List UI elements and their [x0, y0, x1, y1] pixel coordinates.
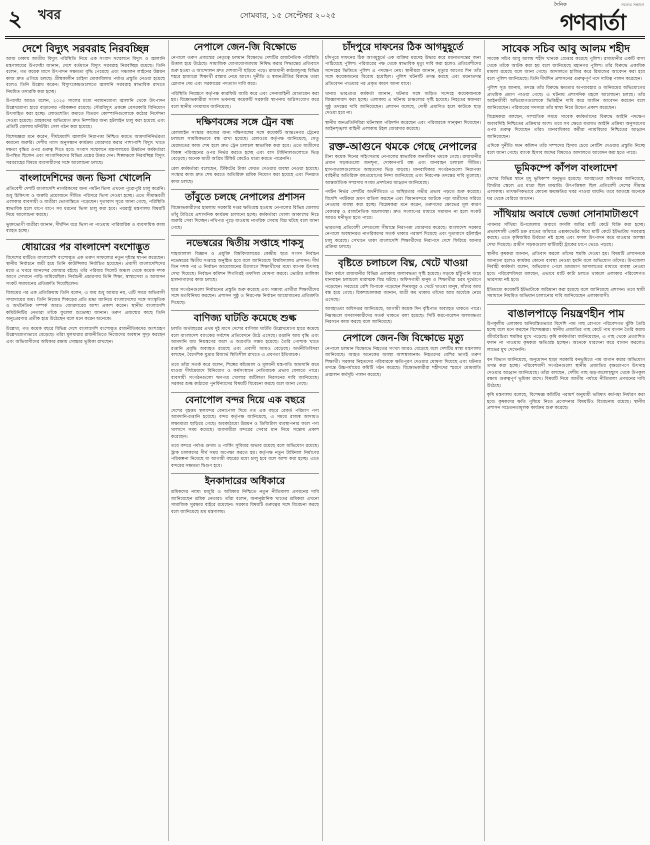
article — [487, 164, 645, 203]
article — [6, 174, 165, 236]
article-divider — [171, 392, 319, 393]
article-divider — [325, 137, 481, 138]
column-divider — [484, 40, 485, 841]
article-divider — [487, 304, 645, 305]
article-paragraph: ভুক্তভোগী যাত্রীরা জানান, দীর্ঘদিন ধরে ভিসা না পাওয়ায় পারিবারিক ও ব্যবসায়িক কাজ ব্যাহত হচ্ছে। — [6, 222, 165, 235]
column-2 — [171, 40, 319, 841]
article-headline: ধোয়ারের পর বাংলাদেশ বংশোদ্ভূত — [21, 241, 150, 253]
page-header — [0, 0, 650, 40]
article — [6, 43, 165, 167]
header-rule-thin — [5, 38, 645, 39]
article-paragraph: সাবেক সচিব আবু আলম শহীদ খানকে গ্রেপ্তার করেছে পুলিশ। রাজধানীর একটি বাসা থেকে তাঁকে আটক করা হয় বলে জানিয়েছে মহানগর পুলিশ। তাঁর বিরুদ্ধে একাধিক মামলা রয়েছে বলে জানা গেছে। আদালতে হাজির করে রিমান্ডের আবেদন করা হবে বলে পুলিশ জানিয়েছে। তিনি দীর্ঘদিন প্রশাসনের গুরুত্বপূর্ণ পদে দায়িত্ব পালন করেছেন। — [487, 57, 645, 82]
article-paragraph: এদিকে দুর্নীতি দমন কমিশন তাঁর সম্পদের হিসাব চেয়ে নোটিশ দেওয়ার প্রস্তুতি নিচ্ছে বলে জানা গেছে। ব্যাংক হিসাব জব্দের বিষয়েও আদালতে আবেদন করা হতে পারে। — [487, 144, 645, 156]
article-paragraph: রেল কর্মকর্তারা বলেছেন, টিকিটের টাকা ফেরত দেওয়ার ব্যবস্থা নেওয়া হয়েছে। সংস্কার কাজ দ্রুত শেষ করতে অতিরিক্ত শ্রমিক নিয়োগ করা হয়েছে এবং দিনরাত কাজ চলছে। — [171, 166, 319, 185]
column-1 — [6, 40, 165, 841]
article-paragraph: বিশ্লেষকরা বলছেন, সাম্প্রতিক সময়ে সাবেক কর্মকর্তাদের বিরুদ্ধে আইনি পদক্ষেপ জবাবদিহি নিশ্চিতের প্রক্রিয়ার অংশ। তবে সব ক্ষেত্রে যথাযথ আইনি প্রক্রিয়া অনুসরণের ওপর গুরুত্ব দিয়েছেন তাঁরা। মানবাধিকার কর্মীরা ন্যায়বিচার নিশ্চিতের আহ্বান জানিয়েছেন। — [487, 115, 645, 140]
article-paragraph: তবে বন্দরে পর্যাপ্ত গুদাম ও পার্কিং সুবিধার অভাব রয়েছে বলে অভিযোগ রয়েছে। ট্রাক চালকদের দীর্ঘ সময় অপেক্ষা করতে হয়। কর্তৃপক্ষ নতুন টার্মিনাল নির্মাণের পরিকল্পনা নিয়েছে যা আগামী বছরের মধ্যে চালু হবে বলে আশা করা হচ্ছে। এতে বন্দরের সক্ষমতা দ্বিগুণ হবে। — [171, 444, 319, 469]
article-paragraph: রেললাইন সংস্কার কাজের জন্য দক্ষিণবঙ্গের সঙ্গে কয়েকটি আন্তঃনগর ট্রেনের চলাচল সাময়িকভাবে বন্ধ রাখা হয়েছে। রেলওয়ে কর্তৃপক্ষ জানিয়েছে, সেতু মেরামতের কাজ শেষ হলে দ্রুত ট্রেন চলাচল স্বাভাবিক করা হবে। এতে যাত্রীদের বিকল্প পরিবহনের ওপর নির্ভর করতে হচ্ছে এবং বাস টার্মিনালগুলোতে ভিড় বেড়েছে। অনেক যাত্রী অগ্রিম টিকিট কেটেও যাত্রা করতে পারেননি। — [171, 130, 319, 163]
article-paragraph: থানার ভারপ্রাপ্ত কর্মকর্তা জানান, ঘটনার সঙ্গে জড়িত সন্দেহে কয়েকজনকে জিজ্ঞাসাবাদ করা হচ্ছে। এলাকায় এ ঘটনায় চাঞ্চল্যের সৃষ্টি হয়েছে। নিহতের স্বজনরা সুষ্ঠু তদন্তের দাবি জানিয়েছেন। প্রশাসন বলেছে, দোষী প্রমাণিত হলে কাউকে ছাড় দেওয়া হবে না। — [325, 91, 481, 117]
column-divider — [168, 40, 169, 841]
article-divider — [325, 330, 481, 331]
article-divider — [171, 189, 319, 190]
article-paragraph: ইতিমধ্যে কয়েকটি ইটভাটাকে জরিমানা করা হয়েছে বলে জানিয়েছে প্রশাসন। তবে স্থায়ী সমাধানে নিয়মিত অভিযান চালানোর দাবি জানিয়েছেন এলাকাবাসী। — [487, 287, 645, 300]
article-paragraph: পরিস্থিতি নিয়ন্ত্রণে কর্তৃপক্ষ কারফিউ জারি করে এবং সেনাবাহিনী মোতায়েন করা হয়। বিক্ষোভকারীরা সংসদ ভবনসহ কয়েকটি সরকারি স্থাপনায় অগ্নিসংযোগ করে বলে স্থানীয় গণমাধ্যম জানিয়েছে। — [171, 91, 319, 110]
article-paragraph: বন বিভাগ জানিয়েছে, অনুমোদন ছাড়া সরকারি বনভূমিতে পাম বাগান করার অভিযোগ তদন্ত করা হচ্ছে। পরিবেশবাদী সংগঠনগুলো স্থানীয় প্রজাতির বৃক্ষরোপণে উৎসাহ দেওয়ার আহ্বান জানিয়েছে। তাঁরা বলছেন, দেশীয় গাছ ঝড়-জলোচ্ছ্বাস থেকে উপকূল রক্ষায় গুরুত্বপূর্ণ ভূমিকা রাখে। বিষয়টি নিয়ে জাতীয় পর্যায়ে নীতিমালা প্রণয়নের দাবি উঠেছে। — [487, 357, 645, 389]
article-divider — [487, 160, 645, 161]
article-divider — [171, 473, 319, 474]
article-headline: দেশে বিদ্যুৎ সরবরাহ নিরবচ্ছিন্ন — [22, 43, 149, 55]
article-paragraph: ছাত্র সংগঠনগুলো নির্বাচনের প্রস্তুতি শুরু করেছে এবং সম্ভাব্য প্রার্থীরা শিক্ষার্থীদের সঙ্গে মতবিনিময় করছেন। প্রশাসন সুষ্ঠু ও নিরপেক্ষ নির্বাচন আয়োজনের প্রতিশ্রুতি দিয়েছে। — [171, 287, 319, 306]
article-paragraph: চাঁদপুরে দাফনের ঠিক আগমুহূর্তে এক ব্যক্তির মরদেহ উদ্ধার করে ময়নাতদন্তের জন্য পাঠিয়েছে পুলিশ। পরিবারের পক্ষ থেকে স্বাভাবিক মৃত্যু দাবি করা হলেও প্রতিবেশীদের সন্দেহের ভিত্তিতে পুলিশ এ পদক্ষেপ নেয়। স্থানীয়রা জানান, মৃত্যুর আগের দিন তাঁর সঙ্গে কয়েকজনের বিরোধ হয়েছিল। পুলিশ ঘটনাটি তদন্ত করছে এবং ময়নাতদন্ত প্রতিবেদন পাওয়ার পর প্রকৃত কারণ জানা যাবে। — [325, 55, 481, 87]
article-headline: সাঁথিয়ায় অবাধে ভেজা সোনামাটাগুণে — [493, 209, 639, 221]
article-headline: সাবেক সচিব আবু আলম শহীদ — [502, 43, 630, 55]
article-headline: নভেম্বরের দ্বিতীয় সপ্তাহে শাকসু — [186, 238, 304, 250]
article-paragraph: দেশের বিভিন্ন স্থানে মৃদু ভূমিকম্প অনুভূত হয়েছে। আবহাওয়া অধিদপ্তর জানিয়েছে, রিখটার স্কেলে এর মাত্রা ছিল মাঝারি। উৎপত্তিস্থল ছিল প্রতিবেশী দেশের সীমান্ত এলাকায়। তাৎক্ষণিকভাবে কোনো ক্ষয়ক্ষতির খবর পাওয়া যায়নি। তবে আতঙ্কে অনেকে ঘর থেকে বেরিয়ে আসেন। — [487, 177, 645, 202]
article-paragraph: টানা বর্ষণে রাজধানীর বিভিন্ন এলাকায় জলাবদ্ধতা সৃষ্টি হয়েছে। সড়কে হাঁটুপানি জমে যানবাহন চলাচলে মারাত্মক বিঘ্ন ঘটছে। অফিসগামী মানুষ ও শিক্ষার্থীরা চরম দুর্ভোগে পড়েছেন। সবচেয়ে বেশি বিপাকে পড়েছেন দিনমজুর ও খেটে খাওয়া মানুষ, যাঁদের আয় বন্ধ হয়ে গেছে। রিকশাচালকরা জানান, যাত্রী কম থাকায় তাঁদের আয় অর্ধেকে নেমে এসেছে। — [325, 271, 481, 303]
article-paragraph: প্রতিবেশী দেশটি বাংলাদেশি নাগরিকদের জন্য পর্যটন ভিসা এখনো পুরোপুরি চালু করেনি। শুধু চিকিৎসা ও জরুরি প্রয়োজনে সীমিত পরিসরে ভিসা দেওয়া হচ্ছে। এতে সীমান্তবর্তী এলাকার ব্যবসায়ী ও যাত্রীরা ভোগান্তিতে পড়েছেন। দূতাবাস সূত্রে জানা গেছে, পরিস্থিতি স্বাভাবিক হলে ধাপে ধাপে সব ধরনের ভিসা চালু করা হবে। পররাষ্ট্র মন্ত্রণালয় বিষয়টি নিয়ে আলোচনা করছে। — [6, 187, 165, 219]
article-paragraph: ভারতসহ প্রতিবেশী দেশগুলো সীমান্তে নিরাপত্তা জোরদার করেছে। বাংলাদেশ সরকার নেপালে অবস্থানরত নাগরিকদের সতর্ক থাকার পরামর্শ দিয়েছে এবং দূতাবাসে হটলাইন চালু করেছে। সেখানে থাকা বাংলাদেশি শিক্ষার্থীদের নিরাপদে দেশে ফিরিয়ে আনার প্রক্রিয়া চলছে। — [325, 225, 481, 251]
article — [325, 259, 481, 327]
article-paragraph: তবে তাঁরা সতর্ক করে বলেন, শিল্পের কাঁচামাল ও মূলধনী যন্ত্রপাতি আমদানি কমে যাওয়া দীর্ঘমেয়াদে বিনিয়োগ ও কর্মসংস্থানে নেতিবাচক প্রভাব ফেলতে পারে। ব্যবসায়ী সংগঠনগুলো ঋণপত্র খোলার জটিলতা নিরসনের দাবি জানিয়েছে। সরকার শুল্ক কাঠামো পুনর্বিন্যাসের বিষয়টি বিবেচনা করছে বলে জানা গেছে। — [171, 362, 319, 388]
article-paragraph: নেপালে চলমান বিক্ষোভে নিহতের সংখ্যা আরও বেড়েছে বলে দেশটির স্বাস্থ্য মন্ত্রণালয় জানিয়েছে। আহত অনেকের অবস্থা আশঙ্কাজনক। নিহতদের বেশির ভাগই তরুণ শিক্ষার্থী। সরকার নিহতদের পরিবারকে ক্ষতিপূরণ দেওয়ার ঘোষণা দিয়েছে এবং ঘটনার তদন্তে উচ্চপর্যায়ের কমিটি গঠন করেছে। বিক্ষোভকারীরা শহীদদের স্মরণে মোমবাতি প্রজ্বালন কর্মসূচি পালন করেছে। — [325, 346, 481, 378]
article-paragraph: স্থানীয় জনপ্রতিনিধিরা ঘটনাস্থল পরিদর্শন করেছেন এবং পরিবারকে সান্ত্বনা দিয়েছেন। আইনশৃঙ্খলা বাহিনী এলাকায় টহল জোরদার করেছে। — [325, 120, 481, 133]
article-paragraph: পাবনার সাঁথিয়া উপজেলায় অবাধে ফসলি জমির মাটি কেটে বিক্রি করা হচ্ছে। প্রভাবশালী একটি চক্র রাতের আঁধারে এক্সকাভেটর দিয়ে মাটি কেটে ইটভাটায় সরবরাহ করছে। এতে কৃষিজমির উর্বরতা নষ্ট হচ্ছে এবং ফসল উৎপাদন কমে যাওয়ার আশঙ্কা দেখা দিয়েছে। গ্রামীণ সড়কগুলো মাটিবাহী ট্রাকের চাপে ভেঙে পড়ছে। — [487, 223, 645, 248]
article-headline: বেনাপোল বন্দর দিয়ে এক বছরে — [184, 394, 306, 406]
article — [171, 239, 319, 307]
article-divider — [171, 114, 319, 115]
article-divider — [325, 255, 481, 256]
article-paragraph: আবহাওয়া অধিদপ্তর জানিয়েছে, আগামী কয়েক দিন বৃষ্টিপাত অব্যাহত থাকতে পারে। নিম্নাঞ্চলে বসবাসকারীদের সতর্ক থাকতে বলা হয়েছে। সিটি করপোরেশন জলাবদ্ধতা নিরসনে কাজ করছে বলে জানিয়েছে। — [325, 307, 481, 326]
article-divider — [487, 206, 645, 207]
article-paragraph: চলতি অর্থবছরের প্রথম দুই মাসে দেশের বাণিজ্য ঘাটতি উল্লেখযোগ্য হারে কমেছে বলে বাংলাদেশ ব্যাংকের সর্বশেষ প্রতিবেদনে উঠে এসেছে। রপ্তানি আয় বৃদ্ধি এবং আমদানি ব্যয় নিয়ন্ত্রণের ফলে এ অগ্রগতি সম্ভব হয়েছে। তৈরি পোশাক খাতে রপ্তানি প্রবৃদ্ধি অব্যাহত রয়েছে এবং প্রবাসী আয়ও বেড়েছে। অর্থনীতিবিদরা বলছেন, বৈদেশিক মুদ্রার রিজার্ভ স্থিতিশীল রাখতে এ প্রবণতা ইতিবাচক। — [171, 327, 319, 359]
article-paragraph: উপদেষ্টা আরও বলেন, ২০২৫ সালের মধ্যে নবায়নযোগ্য জ্বালানি থেকে উৎপাদন উল্লেখযোগ্য হারে বাড়ানোর পরিকল্পনা রয়েছে। সৌরবিদ্যুৎ প্রকল্পে বেসরকারি বিনিয়োগ উৎসাহিত করা হচ্ছে। লোডশেডিং কমাতে বিতরণ কোম্পানিগুলোকে কঠোর নির্দেশনা দেওয়া হয়েছে। গ্রাহকদের অভিযোগ দ্রুত নিষ্পত্তির জন্য হটলাইন চালু করা হয়েছে এবং প্রতিটি জেলায় মনিটরিং সেল গঠন করা হয়েছে। — [6, 99, 165, 131]
article — [487, 43, 645, 157]
masthead-tagline: সত্যের সন্ধানে — [621, 2, 644, 7]
article — [171, 477, 319, 516]
article-divider — [171, 310, 319, 311]
article-paragraph: শ্রমিকদের ন্যায্য মজুরি ও অধিকার নিশ্চিতে নতুন নীতিমালা প্রণয়নের দাবি জানিয়েছেন শ্রমিক নেতারা। তাঁরা বলেন, অনানুষ্ঠানিক খাতের শ্রমিকরা এখনো সামাজিক সুরক্ষার বাইরে রয়েছেন। সরকার বিষয়টি গুরুত্বের সঙ্গে বিবেচনা করছে বলে জানিয়েছে শ্রম মন্ত্রণালয়। — [171, 490, 319, 515]
article-paragraph: বিক্ষোভকারীদের হামলায় সরকারি দপ্তর ক্ষতিগ্রস্ত হওয়ায় নেপালের বিভিন্ন জেলায় তাঁবু টাঙিয়ে প্রশাসনিক কার্যক্রম চালানো হচ্ছে। কর্মকর্তারা খোলা আকাশের নিচে জরুরি সেবা দিচ্ছেন। নথিপত্র পুড়ে যাওয়ায় নাগরিক সেবায় বিঘ্ন ঘটছে বলে জানা গেছে। — [171, 206, 319, 231]
article — [487, 308, 645, 413]
page-number: ২ — [8, 6, 23, 32]
article — [325, 43, 481, 134]
article-headline: নেপালে জেন-জি বিক্ষোভে — [193, 42, 297, 53]
article-headline: তাঁবুতে চলছে নেপালের প্রশাসন — [184, 192, 306, 204]
article-paragraph: নেপালে তরুণ প্রজন্মের নেতৃত্বে চলমান বিক্ষোভে দেশটির রাজনৈতিক পরিস্থিতি উত্তাল হয়ে উঠেছে। সামাজিক যোগাযোগমাধ্যম নিষিদ্ধ করার সিদ্ধান্তের প্রতিবাদে শুরু হওয়া এ আন্দোলন দ্রুত দেশব্যাপী ছড়িয়ে পড়ে। রাজধানী কাঠমান্ডুসহ বিভিন্ন শহরে হাজারো শিক্ষার্থী রাস্তায় নেমে আসে। দুর্নীতি ও স্বজনপ্রীতির বিরুদ্ধে তারা স্লোগান দেয় এবং সরকারের পদত্যাগ দাবি করে। — [171, 55, 319, 87]
article-headline: চাঁদপুরে দাফনের ঠিক আগমুহূর্তে — [342, 42, 464, 53]
article-paragraph: উল্লেখ্য, গত কয়েক বছরে বিভিন্ন দেশে বাংলাদেশি বংশোদ্ভূত রাজনীতিকদের অংশগ্রহণ উল্লেখযোগ্যভাবে বেড়েছে। তাঁরা মূলধারার রাজনীতিতে নিজেদের অবস্থান সুদৃঢ় করছেন এবং অভিবাসীদের অধিকার রক্ষায় সোচ্চার ভূমিকা রাখছেন। — [6, 326, 165, 345]
column-divider — [322, 40, 323, 841]
section-name: খবর — [38, 8, 61, 23]
column-4 — [487, 40, 645, 841]
article-paragraph: দেশের বৃহত্তম স্থলবন্দর বেনাপোল দিয়ে গত এক বছরে রেকর্ড পরিমাণ পণ্য আমদানি-রপ্তানি হয়েছে। বন্দর কর্তৃপক্ষ জানিয়েছে, এ সময়ে রাজস্ব আদায়ও লক্ষ্যমাত্রা ছাড়িয়ে গেছে। অবকাঠামো উন্নয়ন ও ডিজিটাল ব্যবস্থাপনার ফলে পণ্য খালাসে সময় কমেছে। ব্যবসায়ীরা বন্দরের সেবার মান নিয়ে সন্তোষ প্রকাশ করেছেন। — [171, 408, 319, 440]
article-divider — [171, 235, 319, 236]
article-paragraph: বিদেশের মাটিতে বাংলাদেশি বংশোদ্ভূত এক তরুণ সাফল্যের নতুন দৃষ্টান্ত স্থাপন করেছেন। স্থানীয় নির্বাচনে জয়ী হয়ে তিনি কাউন্সিলর নির্বাচিত হয়েছেন। প্রবাসী বাংলাদেশিদের মধ্যে এ খবরে আনন্দের জোয়ার বইছে। তাঁর পরিবার সিলেট অঞ্চল থেকে কয়েক দশক আগে সেখানে পাড়ি জমিয়েছিল। নির্বাচনী প্রচারণায় তিনি শিক্ষা, স্বাস্থ্যসেবা ও আবাসন সংকট সমাধানের প্রতিশ্রুতি দিয়েছিলেন। — [6, 255, 165, 287]
article — [325, 334, 481, 380]
article — [171, 396, 319, 471]
article-paragraph: কৃষি মন্ত্রণালয় বলেছে, বিশেষজ্ঞ কমিটির পরামর্শ অনুযায়ী ভবিষ্যৎ কর্মপন্থা নির্ধারণ করা হবে। কৃষকদের ক্ষতি পুষিয়ে নিতে প্রণোদনার বিষয়টিও বিবেচনায় রয়েছে। স্থানীয় প্রশাসন সচেতনতামূলক কার্যক্রম শুরু করেছে। — [487, 393, 645, 412]
article-paragraph: আজ ঢাকায় জাতীয় বিদ্যুৎ পরিস্থিতি নিয়ে এক সংবাদ সম্মেলনে বিদ্যুৎ ও জ্বালানি মন্ত্রণালয়ের উপদেষ্টা জানান, দেশে বর্তমানে বিদ্যুৎ সরবরাহ নিরবচ্ছিন্ন রয়েছে। তিনি বলেন, গত কয়েক মাসে উৎপাদন সক্ষমতা বৃদ্ধি পেয়েছে এবং সঞ্চালন লাইনের উন্নয়ন কাজ দ্রুত এগিয়ে চলছে। গ্রীষ্মকালীন চাহিদা মোকাবিলায় পর্যাপ্ত প্রস্তুতি নেওয়া হয়েছে বলেও তিনি উল্লেখ করেন। বিদ্যুৎকেন্দ্রগুলোতে জ্বালানি সরবরাহ স্বাভাবিক রাখতে নিয়মিত তদারকি করা হচ্ছে। — [6, 57, 165, 95]
article — [487, 210, 645, 301]
article-paragraph: টানা কয়েক দিনের সহিংসতায় নেপালের স্বাভাবিক জনজীবন থমকে গেছে। রাজধানীর প্রধান সড়কগুলো জনশূন্য, দোকানপাট বন্ধ এবং যানবাহন চলাচল সীমিত। হাসপাতালগুলোতে আহতদের ভিড় বাড়ছে। মানবাধিকার সংগঠনগুলো নিরাপত্তা বাহিনীর অতিরিক্ত বলপ্রয়োগের নিন্দা জানিয়েছে এবং নিরপেক্ষ তদন্তের দাবি তুলেছে। আন্তর্জাতিক সম্প্রদায় সংযম প্রদর্শনের আহ্বান জানিয়েছে। — [325, 154, 481, 186]
article-headline: ইনকাদারের অধিকারে — [204, 476, 286, 488]
article-divider — [6, 239, 165, 240]
article — [325, 141, 481, 252]
article-headline: দক্ষিণবঙ্গের সঙ্গে ট্রেন বন্ধ — [196, 117, 294, 129]
article-headline: বাংলাদেশিদের জন্য ভিসা খোলেনি — [20, 173, 151, 185]
article-paragraph: উপকূলীয় এলাকায় অনিয়ন্ত্রিতভাবে বিদেশি পাম গাছ রোপণে পরিবেশগত ঝুঁকি তৈরি হচ্ছে বলে মনে করছেন বিশেষজ্ঞরা। স্থানীয় প্রজাতির গাছ কেটে পাম বাগান তৈরি করায় জীববৈচিত্র্য হুমকির মুখে পড়েছে। কৃষি কর্মকর্তারা জানিয়েছেন, এ গাছ থেকে প্রত্যাশিত ফলন না পাওয়ায় কৃষকরা ক্ষতিগ্রস্ত হচ্ছেন। অনেকে ধারদেনা করে বাগান করলেও লাভের মুখ দেখেননি। — [487, 321, 645, 353]
article-headline: বাঙালপাড়ে নিয়ন্ত্রণহীন পাম — [507, 307, 625, 320]
article — [6, 243, 165, 347]
article-paragraph: স্থানীয় কৃষকরা জানান, প্রতিবাদ করলে তাঁদের হুমকি দেওয়া হয়। বিষয়টি প্রশাসনকে জানানো হলেও কার্যকর কোনো ব্যবস্থা নেওয়া হয়নি বলে অভিযোগ তাঁদের। উপজেলা নির্বাহী কর্মকর্তা বলেন, অভিযোগ পেলে ভ্রাম্যমাণ আদালতের মাধ্যমে ব্যবস্থা নেওয়া হবে। পরিবেশবিদরা বলছেন, এভাবে মাটি কাটা চলতে থাকলে এলাকার পরিবেশগত ভারসাম্য নষ্ট হবে। — [487, 252, 645, 284]
article-headline: বাণিজ্য ঘাটতি কমেছে শুল্ক — [193, 313, 297, 325]
article-headline: বৃষ্টিতে চলাচলে বিঘ্ন, খেটে খাওয়া — [338, 257, 468, 269]
masthead-name: গণবার্তা — [560, 11, 626, 36]
article-paragraph: পুলিশ সূত্র জানায়, তদন্তে তাঁর বিরুদ্ধে ক্ষমতার অপব্যবহার ও অনিয়মের অভিযোগের প্রাথমিক প্রমাণ পাওয়া গেছে। এ ঘটনায় প্রশাসনিক মহলে আলোচনা চলছে। তাঁর আইনজীবী অভিযোগগুলোকে ভিত্তিহীন দাবি করে জামিন আবেদন করবেন বলে জানিয়েছেন। পরিবারের সদস্যরা তাঁর স্বাস্থ্য নিয়ে উদ্বেগ প্রকাশ করেছেন। — [487, 86, 645, 111]
article-paragraph: বিজয়ের পর এক প্রতিক্রিয়ায় তিনি বলেন, এ জয় শুধু আমার নয়, এটি সমগ্র অভিবাসী সম্প্রদায়ের জয়। তিনি নিজের শিকড়ের প্রতি শ্রদ্ধা জানিয়ে বাংলাদেশের সঙ্গে সাংস্কৃতিক ও অর্থনৈতিক সম্পর্ক আরও জোরদারের আশা প্রকাশ করেন। স্থানীয় বাংলাদেশি কমিউনিটির নেতারা তাঁকে ফুলেল শুভেচ্ছা জানান। তরুণ প্রজন্মের কাছে তিনি অনুপ্রেরণার প্রতীক হয়ে উঠেছেন বলে মনে করেন অনেকে। — [6, 291, 165, 323]
article — [171, 43, 319, 111]
header-rule — [5, 36, 645, 37]
article-headline: ভূমিকম্পে কাঁপল বাংলাদেশ — [514, 163, 618, 175]
article-headline: নেপালে জেন-জি বিক্ষোভে মৃত্যু — [342, 332, 464, 344]
article — [171, 118, 319, 186]
article — [171, 314, 319, 389]
masthead-logo — [554, 0, 644, 36]
article-divider — [6, 170, 165, 171]
article-paragraph: বিশেষজ্ঞরা মনে করেন, দীর্ঘমেয়াদি জ্বালানি নিরাপত্তা নিশ্চিত করতে আমদানিনির্ভরতা কমানো জরুরি। দেশীয় গ্যাস অনুসন্ধান কার্যক্রম জোরদার করার পাশাপাশি বিদ্যুৎ খাতে দক্ষতা বৃদ্ধির ওপর গুরুত্ব দিতে হবে। সংবাদ সম্মেলনে মন্ত্রণালয়ের ঊর্ধ্বতন কর্মকর্তারা উপস্থিত ছিলেন এবং সাংবাদিকদের বিভিন্ন প্রশ্নের উত্তর দেন। শিল্পাঞ্চলে নিরবচ্ছিন্ন বিদ্যুৎ সরবরাহের বিষয়ে ব্যবসায়ীদের সঙ্গে আলোচনা চলছে। — [6, 134, 165, 166]
column-3 — [325, 40, 481, 841]
article-paragraph: শাহজালাল বিজ্ঞান ও প্রযুক্তি বিশ্ববিদ্যালয়ের কেন্দ্রীয় ছাত্র সংসদ নির্বাচন নভেম্বরের দ্বিতীয় সপ্তাহে অনুষ্ঠিত হবে বলে জানিয়েছে বিশ্ববিদ্যালয় প্রশাসন। দীর্ঘ তিন দশক পর এ নির্বাচন আয়োজনের উদ্যোগে শিক্ষার্থীদের মধ্যে ব্যাপক উৎসাহ দেখা দিয়েছে। নির্বাচন কমিশন শিগগিরই তফসিল ঘোষণা করবে। ভোটার তালিকা হালনাগাদের কাজ চলছে। — [171, 252, 319, 284]
article — [171, 193, 319, 232]
publication-date: সোমবার, ১৫ সেপ্টেম্বর ২০২৫ — [240, 11, 336, 20]
masthead-small-text: দৈনিক — [554, 2, 567, 8]
article-headline: রক্ত-আগুনে থমকে গেছে নেপালের — [329, 140, 477, 153]
article-paragraph: পর্যটন নির্ভর দেশটির অর্থনীতিতে এ অস্থিরতার গভীর প্রভাব পড়তে শুরু করেছে। বিদেশি পর্যটকরা ভ্রমণ বাতিল করছেন এবং বিমানবন্দরে আটকে পড়া যাত্রীদের সরিয়ে নেওয়ার ব্যবস্থা করা হচ্ছে। বিশ্লেষকরা মনে করেন, তরুণদের ক্ষোভের মূল কারণ বেকারত্ব ও রাজনৈতিক অচলাবস্থা। দ্রুত সংলাপের মাধ্যমে সমাধান না হলে সংকট আরও ঘনীভূত হতে পারে। — [325, 190, 481, 222]
